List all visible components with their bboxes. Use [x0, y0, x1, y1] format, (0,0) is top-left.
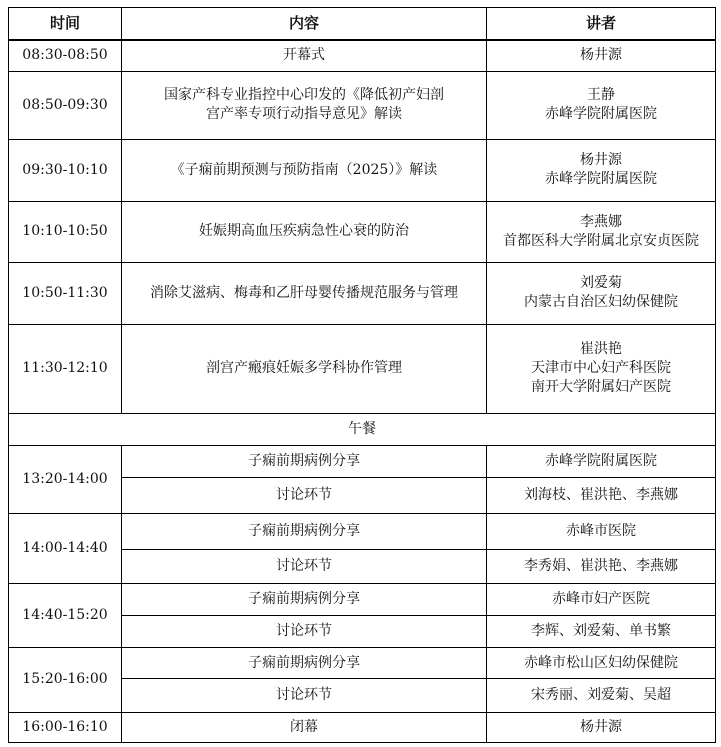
- content-line: 宫产率专项行动指导意见》解读: [206, 106, 402, 123]
- schedule-row: [9, 202, 716, 262]
- speaker-cell: 宋秀丽、刘爱菊、吴超: [487, 679, 716, 712]
- content-cell: 子痫前期病例分享: [122, 583, 487, 615]
- schedule-row: [9, 262, 716, 324]
- time-cell: 15:20-16:00: [9, 648, 122, 712]
- content-cell: 闭幕: [122, 712, 487, 742]
- content-cell: 子痫前期病例分享: [122, 514, 487, 549]
- speaker-affiliation: 内蒙古自治区妇幼保健院: [524, 294, 678, 311]
- speaker-cell: 李辉、刘爱菊、单书繁: [487, 616, 716, 648]
- header-time: 时间: [9, 8, 122, 40]
- time-cell: 11:30-12:10: [9, 324, 122, 413]
- speaker-cell: [487, 262, 716, 324]
- speaker-cell: 赤峰市松山区妇幼保健院: [487, 648, 716, 679]
- time-cell: 08:30-08:50: [9, 40, 122, 72]
- content-cell: 讨论环节: [122, 616, 487, 648]
- speaker-name: 刘爱菊: [580, 275, 622, 292]
- time-cell: 10:10-10:50: [9, 202, 122, 262]
- speaker-affiliation: 首都医科大学附属北京安贞医院: [503, 232, 699, 249]
- speaker-affiliation: 南开大学附属妇产医院: [531, 379, 671, 396]
- speaker-cell: 刘海枝、崔洪艳、李燕娜: [487, 478, 716, 514]
- content-cell: 开幕式: [122, 40, 487, 72]
- speaker-cell: [487, 72, 716, 139]
- speaker-cell: 李秀娟、崔洪艳、李燕娜: [487, 549, 716, 583]
- speaker-cell: 赤峰市妇产医院: [487, 583, 716, 615]
- speaker-cell: [487, 40, 716, 72]
- session-row: [9, 648, 716, 679]
- schedule-row: [9, 324, 716, 413]
- time-cell: 14:00-14:40: [9, 514, 122, 583]
- content-cell: 消除艾滋病、梅毒和乙肝母婴传播规范服务与管理: [122, 262, 487, 324]
- session-row: [9, 445, 716, 477]
- header-row: [9, 8, 716, 40]
- header-speaker: 讲者: [487, 8, 716, 40]
- speaker-name: 杨井源: [580, 152, 622, 169]
- schedule-row: [9, 72, 716, 139]
- content-cell: [122, 72, 487, 139]
- schedule-row: [9, 139, 716, 201]
- speaker-name: 李燕娜: [580, 213, 622, 230]
- time-cell: 13:20-14:00: [9, 445, 122, 513]
- closing-row: [9, 712, 716, 742]
- speaker-affiliation: 天津市中心妇产科医院: [531, 360, 671, 377]
- content-cell: 妊娠期高血压疾病急性心衰的防治: [122, 202, 487, 262]
- header-content: 内容: [122, 8, 487, 40]
- speaker-name: 王静: [587, 87, 615, 104]
- content-cell: 《子痫前期预测与预防指南（2025）》解读: [122, 139, 487, 201]
- content-cell: 讨论环节: [122, 549, 487, 583]
- speaker-cell: [487, 324, 716, 413]
- speaker-name: 崔洪艳: [580, 341, 622, 358]
- content-line: 国家产科专业指控中心印发的《降低初产妇剖: [164, 87, 444, 104]
- time-cell: 16:00-16:10: [9, 712, 122, 742]
- time-cell: 08:50-09:30: [9, 72, 122, 139]
- speaker-cell: [487, 139, 716, 201]
- lunch-cell: 午餐: [9, 413, 716, 445]
- speaker-affiliation: 赤峰学院附属医院: [545, 106, 657, 123]
- session-row: [9, 583, 716, 615]
- lunch-row: [9, 413, 716, 445]
- speaker-cell: 赤峰学院附属医院: [487, 445, 716, 477]
- content-cell: 子痫前期病例分享: [122, 648, 487, 679]
- content-cell: 讨论环节: [122, 478, 487, 514]
- session-row: [9, 514, 716, 549]
- content-cell: 剖宫产瘢痕妊娠多学科协作管理: [122, 324, 487, 413]
- content-cell: 子痫前期病例分享: [122, 445, 487, 477]
- speaker-cell: [487, 202, 716, 262]
- schedule-table: [8, 7, 716, 743]
- speaker-name: 杨井源: [580, 47, 622, 64]
- time-cell: 14:40-15:20: [9, 583, 122, 647]
- speaker-cell: 杨井源: [487, 712, 716, 742]
- time-cell: 10:50-11:30: [9, 262, 122, 324]
- schedule-row: [9, 40, 716, 72]
- content-cell: 讨论环节: [122, 679, 487, 712]
- speaker-affiliation: 赤峰学院附属医院: [545, 171, 657, 188]
- speaker-cell: 赤峰市医院: [487, 514, 716, 549]
- time-cell: 09:30-10:10: [9, 139, 122, 201]
